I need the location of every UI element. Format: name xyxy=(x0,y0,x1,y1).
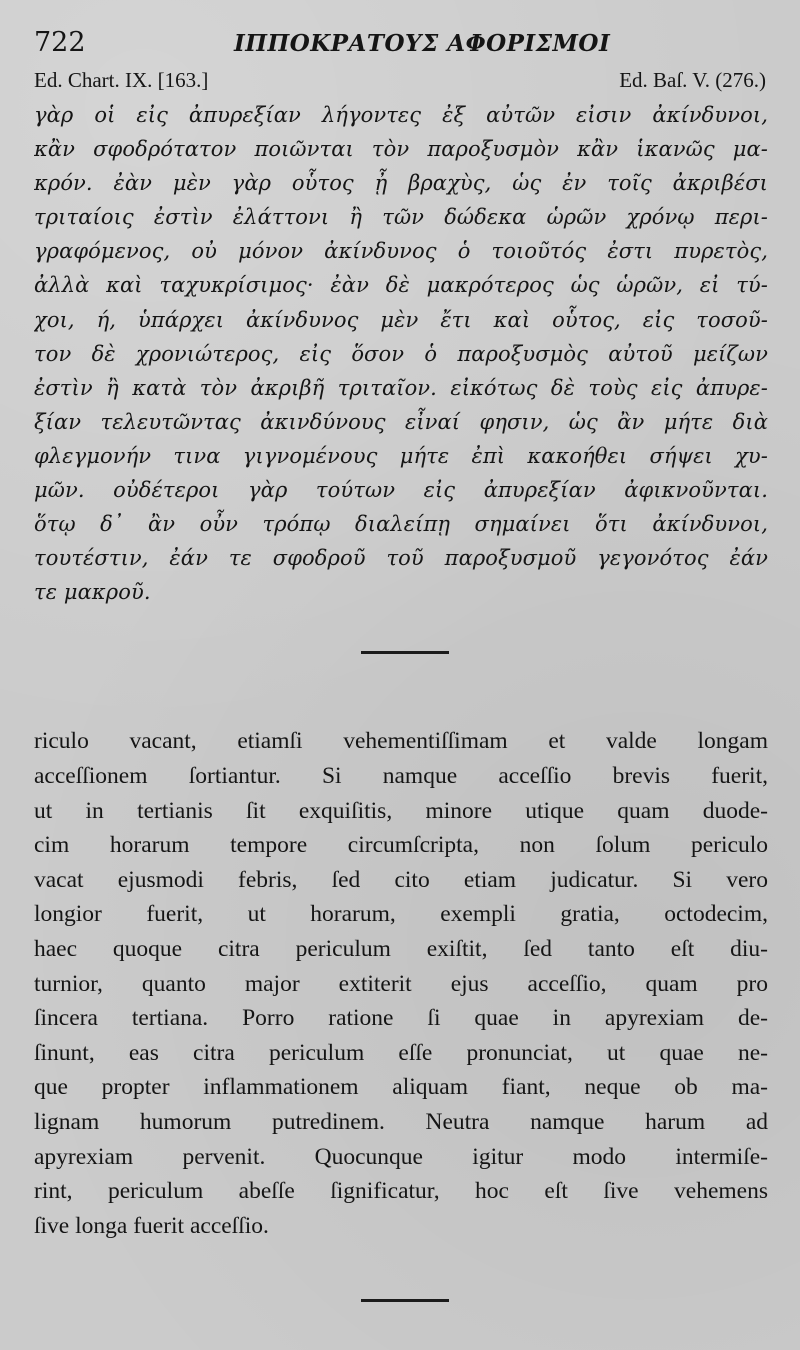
latin-line: que propter inflammationem aliquam fiant, neque ob ma- xyxy=(34,1074,768,1101)
greek-line: τον δὲ χρονιώτερος, εἰς ὅσον ὁ παροξυσμὸς αὐτοῦ μείζων xyxy=(34,341,768,366)
page-title: ΙΠΠΟΚΡΑΤΟΥΣ ΑΦΟΡΙΣΜΟΙ xyxy=(234,30,611,57)
latin-line: vacat ejusmodi febris, ſed cito etiam judicatur. Si vero xyxy=(34,866,768,893)
greek-line: μῶν. οὐδέτεροι γὰρ τούτων εἰς ἀπυρεξίαν ἀφικνοῦνται. xyxy=(34,478,768,503)
latin-line: turnior, quanto major extiterit ejus acceſſio, quam pro xyxy=(34,970,768,997)
latin-line: riculo vacant, etiamſi vehementiſſimam et valde longam xyxy=(34,728,768,755)
greek-line: τριταίοις ἐστὶν ἐλάττονι ἢ τῶν δώδεκα ὡρῶν χρόνῳ περι- xyxy=(34,205,768,230)
section-divider xyxy=(361,651,449,654)
running-head xyxy=(34,28,768,62)
latin-line: ſinunt, eas citra periculum eſſe pronunciat, ut quae ne- xyxy=(34,1039,768,1066)
greek-line: ὅτῳ δ᾽ ἂν οὖν τρόπῳ διαλείπῃ σημαίνει ὅτι ἀκίνδυνοι, xyxy=(34,512,768,537)
latin-line: longior fuerit, ut horarum, exempli gratia, octodecim, xyxy=(34,901,768,928)
greek-line: κἂν σφοδρότατον ποιῶνται τὸν παροξυσμὸν κἂν ἱκανῶς μα- xyxy=(34,137,768,162)
page-number: 722 xyxy=(34,27,86,58)
edition-reference-right: Ed. Baſ. V. (276.) xyxy=(619,68,766,92)
greek-line: ἀλλὰ καὶ ταχυκρίσιμος· ἐὰν δὲ μακρότερος ὡς ὡρῶν, εἰ τύ- xyxy=(34,273,768,298)
greek-text-block xyxy=(34,98,768,609)
latin-text-block xyxy=(34,724,768,1243)
greek-line: φλεγμονήν τινα γιγνομένους μήτε ἐπὶ κακοήθει σήψει χυ- xyxy=(34,443,768,468)
latin-line: ſive longa fuerit acceſſio. xyxy=(34,1212,269,1239)
greek-line: τε μακροῦ. xyxy=(34,580,151,605)
latin-line: cim horarum tempore circumſcripta, non ſolum periculo xyxy=(34,832,768,859)
latin-line: lignam humorum putredinem. Neutra namque harum ad xyxy=(34,1108,768,1135)
latin-line: rint, periculum abeſſe ſignificatur, hoc eſt ſive vehemens xyxy=(34,1178,768,1205)
greek-line: γὰρ οἱ εἰς ἀπυρεξίαν λήγοντες ἐξ αὐτῶν εἰσιν ἀκίνδυνοι, xyxy=(34,103,768,127)
greek-line: κρόν. ἐὰν μὲν γὰρ οὗτος ᾖ βραχὺς, ὡς ἐν τοῖς ἀκριβέσι xyxy=(34,171,768,196)
edition-reference-left: Ed. Chart. IX. [163.] xyxy=(34,68,209,92)
latin-line: ſincera tertiana. Porro ratione ſi quae in apyrexiam de- xyxy=(34,1005,768,1032)
greek-line: ξίαν τελευτῶντας ἀκινδύνους εἶναί φησιν, ὡς ἂν μήτε διὰ xyxy=(34,409,768,434)
latin-line: acceſſionem ſortiantur. Si namque acceſſio brevis fuerit, xyxy=(34,763,768,789)
section-divider xyxy=(361,1299,449,1302)
edition-reference-line xyxy=(34,68,768,98)
latin-line: apyrexiam pervenit. Quocunque igitur modo intermiſe- xyxy=(34,1143,768,1170)
greek-line: γραφόμενος, οὐ μόνον ἀκίνδυνος ὁ τοιοῦτός ἐστι πυρετὸς, xyxy=(34,239,768,264)
greek-line: ἐστὶν ἢ κατὰ τὸν ἀκριβῆ τριταῖον. εἰκότως δὲ τοὺς εἰς ἀπυρε- xyxy=(34,375,768,400)
greek-line: χοι, ή, ὑπάρχει ἀκίνδυνος μὲν ἔτι καὶ οὗτος, εἰς τοσοῦ- xyxy=(34,307,768,332)
latin-line: ut in tertianis ſit exquiſitis, minore utique quam duode- xyxy=(34,797,768,824)
greek-line: τουτέστιν, ἐάν τε σφοδροῦ τοῦ παροξυσμοῦ γεγονότος ἐάν xyxy=(34,546,768,571)
latin-line: haec quoque citra periculum exiſtit, ſed tanto eſt diu- xyxy=(34,935,768,962)
